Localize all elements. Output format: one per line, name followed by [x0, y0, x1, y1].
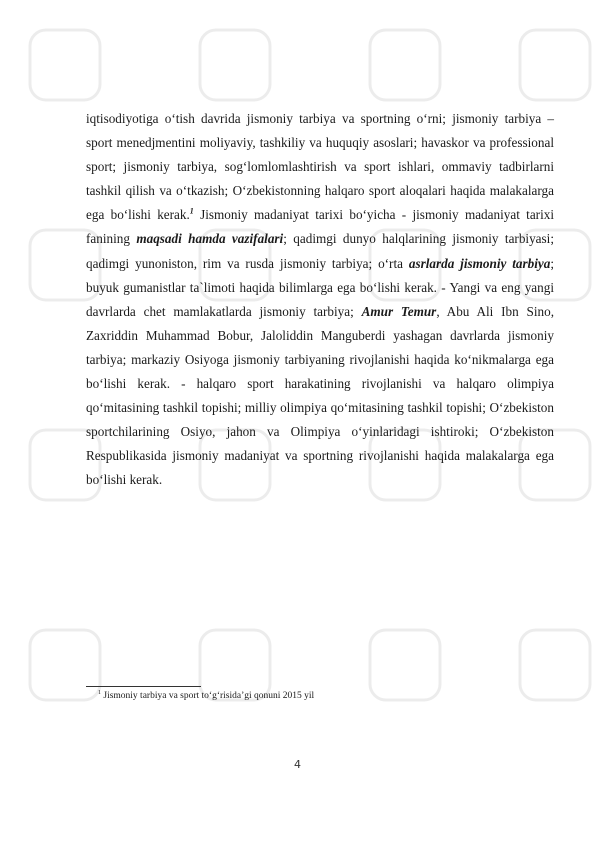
footnote	[98, 689, 314, 703]
body-text-3: ; qadimgi dunyo halqlarining jismoniy tarbiyasi; qadimgi yunoniston, rim va rusda jismoniy tarbiya; o‘rta	[86, 231, 554, 271]
footnote-reference[interactable]: 1	[189, 206, 194, 216]
body-text-2: Jismoniy madaniyat tarixi bo‘yicha - jismoniy madaniyat tarixi fanining	[86, 207, 554, 247]
footnote-number: 1	[98, 689, 101, 696]
emphasis-asrlarda: asrlarda jismoniy tarbiya	[408, 255, 551, 271]
body-text-4: ; buyuk gumanistlar ta`limoti haqida bilimlarga ega bo‘lishi kerak. - Yangi va eng yangi davrlarda chet mamlakatlarda jismoniy tarbiya;	[86, 255, 554, 319]
body-paragraph	[86, 107, 554, 493]
footnote-separator	[86, 686, 201, 687]
emphasis-amur-temur: Amur Temur	[361, 303, 437, 319]
body-text-5: , Abu Ali Ibn Sino, Zaxriddin Muhammad Bobur, Jaloliddin Manguberdi yashagan davrlarda jismoniy tarbiya; markaziy Osiyoga jismoniy tarbiyaning rivojlanishi haqida ko‘nikmalarga ega bo‘lishi kerak. - halqaro sport harakatining rivojlanishi va halqaro olimpiya qo‘mitasining tashkil topishi; milliy olimpiya qo‘mitasining tashkil topishi; O‘zbekiston sportchilarining Osiyo, jahon va Olimpiya o‘yinlaridagi ishtiroki; O‘zbekiston Respublikasida jismoniy madaniyat va sportning rivojlanishi haqida malakalarga ega bo‘lishi kerak.	[86, 303, 554, 488]
emphasis-maqsadi: maqsadi hamda vazifalari	[136, 231, 284, 247]
body-text-1: iqtisodiyotiga o‘tish davrida jismoniy tarbiya va sportning o‘rni; jismoniy tarbiya – sport menedjmentini moliyaviy, tashkiliy va huquqiy asoslari; havaskor va professional sport; jismoniy tarbiya, sog‘lomlomlashtirish va sport ishlari, ommaviy tadbirlarni tashkil qilish va o‘tkazish; O‘zbekistonning halqaro sport aloqalari haqida malakalarga ega bo‘lishi kerak.	[86, 111, 554, 223]
page-number: 4	[294, 758, 301, 771]
footnote-text: Jismoniy tarbiya va sport to‘g‘risida’gi qonuni 2015 yil	[101, 691, 315, 701]
